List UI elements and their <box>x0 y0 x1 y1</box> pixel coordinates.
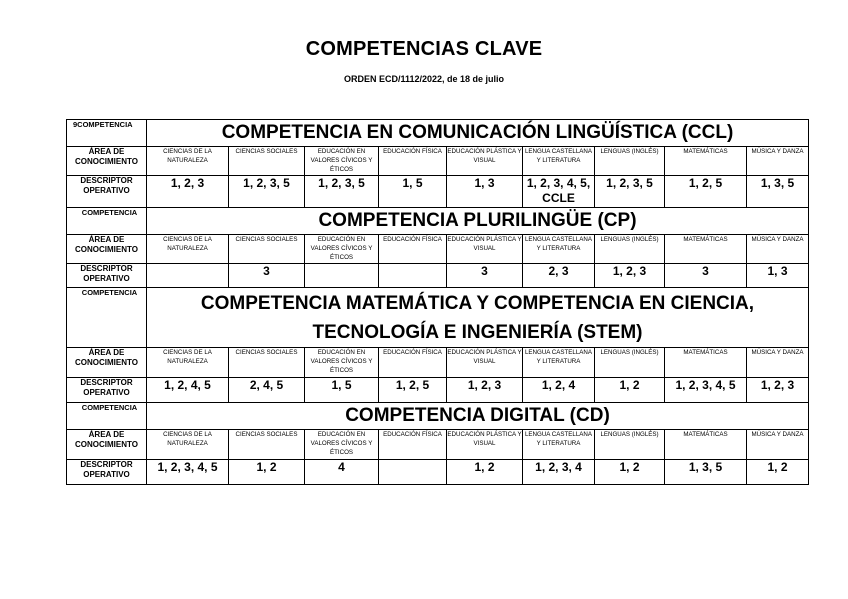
area-cell: LENGUAS (INGLÉS) <box>595 235 665 264</box>
descriptor-cell: 3 <box>447 264 523 288</box>
descriptor-cell: 1, 2 <box>595 378 665 403</box>
descriptor-cell: 1, 2, 5 <box>379 378 447 403</box>
area-cell: EDUCACIÓN PLÁSTICA Y VISUAL <box>447 430 523 460</box>
competencia-title: COMPETENCIA DIGITAL (CD) <box>147 403 809 430</box>
descriptor-cell: 1, 2, 3, 4, 5 <box>665 378 747 403</box>
descriptor-cell: 3 <box>229 264 305 288</box>
area-cell: EDUCACIÓN PLÁSTICA Y VISUAL <box>447 235 523 264</box>
area-label: ÁREA DE CONOCIMIENTO <box>67 147 147 176</box>
area-cell: MÚSICA Y DANZA <box>747 430 809 460</box>
competencia-row <box>67 288 809 348</box>
area-cell: CIENCIAS DE LA NATURALEZA <box>147 235 229 264</box>
descriptor-label: DESCRIPTOR OPERATIVO <box>67 378 147 403</box>
competencia-label: COMPETENCIA <box>67 208 147 235</box>
area-cell: MÚSICA Y DANZA <box>747 235 809 264</box>
competencia-row <box>67 208 809 235</box>
area-cell: EDUCACIÓN EN VALORES CÍVICOS Y ÉTICOS <box>305 430 379 460</box>
area-cell: LENGUA CASTELLANA Y LITERATURA <box>523 235 595 264</box>
area-cell: CIENCIAS SOCIALES <box>229 430 305 460</box>
area-cell: LENGUAS (INGLÉS) <box>595 147 665 176</box>
descriptor-row <box>67 176 809 208</box>
area-label: ÁREA DE CONOCIMIENTO <box>67 348 147 378</box>
descriptor-row <box>67 264 809 288</box>
descriptor-cell: 1, 2, 3, 5 <box>595 176 665 208</box>
descriptor-cell <box>379 460 447 485</box>
descriptor-cell: 1, 3, 5 <box>665 460 747 485</box>
descriptor-cell: 1, 2 <box>747 460 809 485</box>
descriptor-cell: 1, 2, 3, 5 <box>305 176 379 208</box>
competencias-table <box>66 119 809 485</box>
area-cell: CIENCIAS SOCIALES <box>229 235 305 264</box>
competencia-label: 9COMPETENCIA <box>67 120 147 147</box>
area-cell: EDUCACIÓN FÍSICA <box>379 348 447 378</box>
area-cell: EDUCACIÓN EN VALORES CÍVICOS Y ÉTICOS <box>305 235 379 264</box>
descriptor-cell: 1, 2, 3 <box>595 264 665 288</box>
descriptor-cell: 1, 2 <box>447 460 523 485</box>
descriptor-cell: 1, 2, 3 <box>747 378 809 403</box>
descriptor-label: DESCRIPTOR OPERATIVO <box>67 176 147 208</box>
competencia-title <box>147 288 809 348</box>
descriptor-cell: 1, 2, 3 <box>447 378 523 403</box>
area-cell: LENGUAS (INGLÉS) <box>595 430 665 460</box>
descriptor-label: DESCRIPTOR OPERATIVO <box>67 264 147 288</box>
descriptor-cell: 1, 2, 3 <box>147 176 229 208</box>
area-cell: CIENCIAS SOCIALES <box>229 147 305 176</box>
area-row <box>67 348 809 378</box>
competencia-label: COMPETENCIA <box>67 288 147 348</box>
area-cell: MATEMÁTICAS <box>665 235 747 264</box>
page-subtitle: ORDEN ECD/1112/2022, de 18 de julio <box>343 74 505 84</box>
descriptor-cell <box>305 264 379 288</box>
descriptor-cell: 1, 5 <box>305 378 379 403</box>
area-cell: CIENCIAS DE LA NATURALEZA <box>147 430 229 460</box>
descriptor-cell: 1, 3 <box>747 264 809 288</box>
area-row <box>67 235 809 264</box>
descriptor-cell: 1, 2, 3, 4 <box>523 460 595 485</box>
area-cell: MÚSICA Y DANZA <box>747 147 809 176</box>
area-cell: EDUCACIÓN PLÁSTICA Y VISUAL <box>447 348 523 378</box>
area-cell: CIENCIAS DE LA NATURALEZA <box>147 147 229 176</box>
area-row <box>67 430 809 460</box>
descriptor-cell: 1, 2, 3, 5 <box>229 176 305 208</box>
descriptor-cell: 2, 3 <box>523 264 595 288</box>
descriptor-label: DESCRIPTOR OPERATIVO <box>67 460 147 485</box>
competencia-title-line: TECNOLOGÍA E INGENIERÍA (STEM) <box>312 322 643 343</box>
descriptor-cell <box>379 264 447 288</box>
descriptor-cell: 1, 3, 5 <box>747 176 809 208</box>
descriptor-cell: 1, 2, 5 <box>665 176 747 208</box>
descriptor-cell: 4 <box>305 460 379 485</box>
page-title: COMPETENCIAS CLAVE <box>305 38 543 60</box>
competencia-label: COMPETENCIA <box>67 403 147 430</box>
area-row <box>67 147 809 176</box>
area-label: ÁREA DE CONOCIMIENTO <box>67 430 147 460</box>
descriptor-cell: 1, 2, 4 <box>523 378 595 403</box>
descriptor-row <box>67 378 809 403</box>
area-cell: EDUCACIÓN FÍSICA <box>379 147 447 176</box>
competencia-row <box>67 403 809 430</box>
area-cell: EDUCACIÓN FÍSICA <box>379 430 447 460</box>
descriptor-cell: 1, 2 <box>595 460 665 485</box>
area-cell: MATEMÁTICAS <box>665 147 747 176</box>
area-cell: CIENCIAS SOCIALES <box>229 348 305 378</box>
area-label: ÁREA DE CONOCIMIENTO <box>67 235 147 264</box>
descriptor-cell: 2, 4, 5 <box>229 378 305 403</box>
descriptor-row <box>67 460 809 485</box>
descriptor-cell: 1, 3 <box>447 176 523 208</box>
competencia-title-line: COMPETENCIA MATEMÁTICA Y COMPETENCIA EN CIENCIA, <box>200 293 755 314</box>
area-cell: LENGUA CASTELLANA Y LITERATURA <box>523 348 595 378</box>
area-cell: CIENCIAS DE LA NATURALEZA <box>147 348 229 378</box>
descriptor-cell: 1, 2, 3, 4, 5 <box>147 460 229 485</box>
competencia-row <box>67 120 809 147</box>
descriptor-cell: 1, 2 <box>229 460 305 485</box>
area-cell: MÚSICA Y DANZA <box>747 348 809 378</box>
descriptor-cell: 1, 2, 4, 5 <box>147 378 229 403</box>
area-cell: LENGUA CASTELLANA Y LITERATURA <box>523 147 595 176</box>
area-cell: EDUCACIÓN PLÁSTICA Y VISUAL <box>447 147 523 176</box>
descriptor-cell <box>147 264 229 288</box>
competencia-title: COMPETENCIA PLURILINGÜE (CP) <box>147 208 809 235</box>
area-cell: LENGUAS (INGLÉS) <box>595 348 665 378</box>
area-cell: EDUCACIÓN EN VALORES CÍVICOS Y ÉTICOS <box>305 348 379 378</box>
descriptor-cell: 3 <box>665 264 747 288</box>
area-cell: EDUCACIÓN EN VALORES CÍVICOS Y ÉTICOS <box>305 147 379 176</box>
competencia-title: COMPETENCIA EN COMUNICACIÓN LINGÜÍSTICA (CCL) <box>147 120 809 147</box>
area-cell: EDUCACIÓN FÍSICA <box>379 235 447 264</box>
area-cell: MATEMÁTICAS <box>665 348 747 378</box>
area-cell: MATEMÁTICAS <box>665 430 747 460</box>
descriptor-cell: 1, 2, 3, 4, 5, CCLE <box>523 176 595 208</box>
area-cell: LENGUA CASTELLANA Y LITERATURA <box>523 430 595 460</box>
descriptor-cell: 1, 5 <box>379 176 447 208</box>
